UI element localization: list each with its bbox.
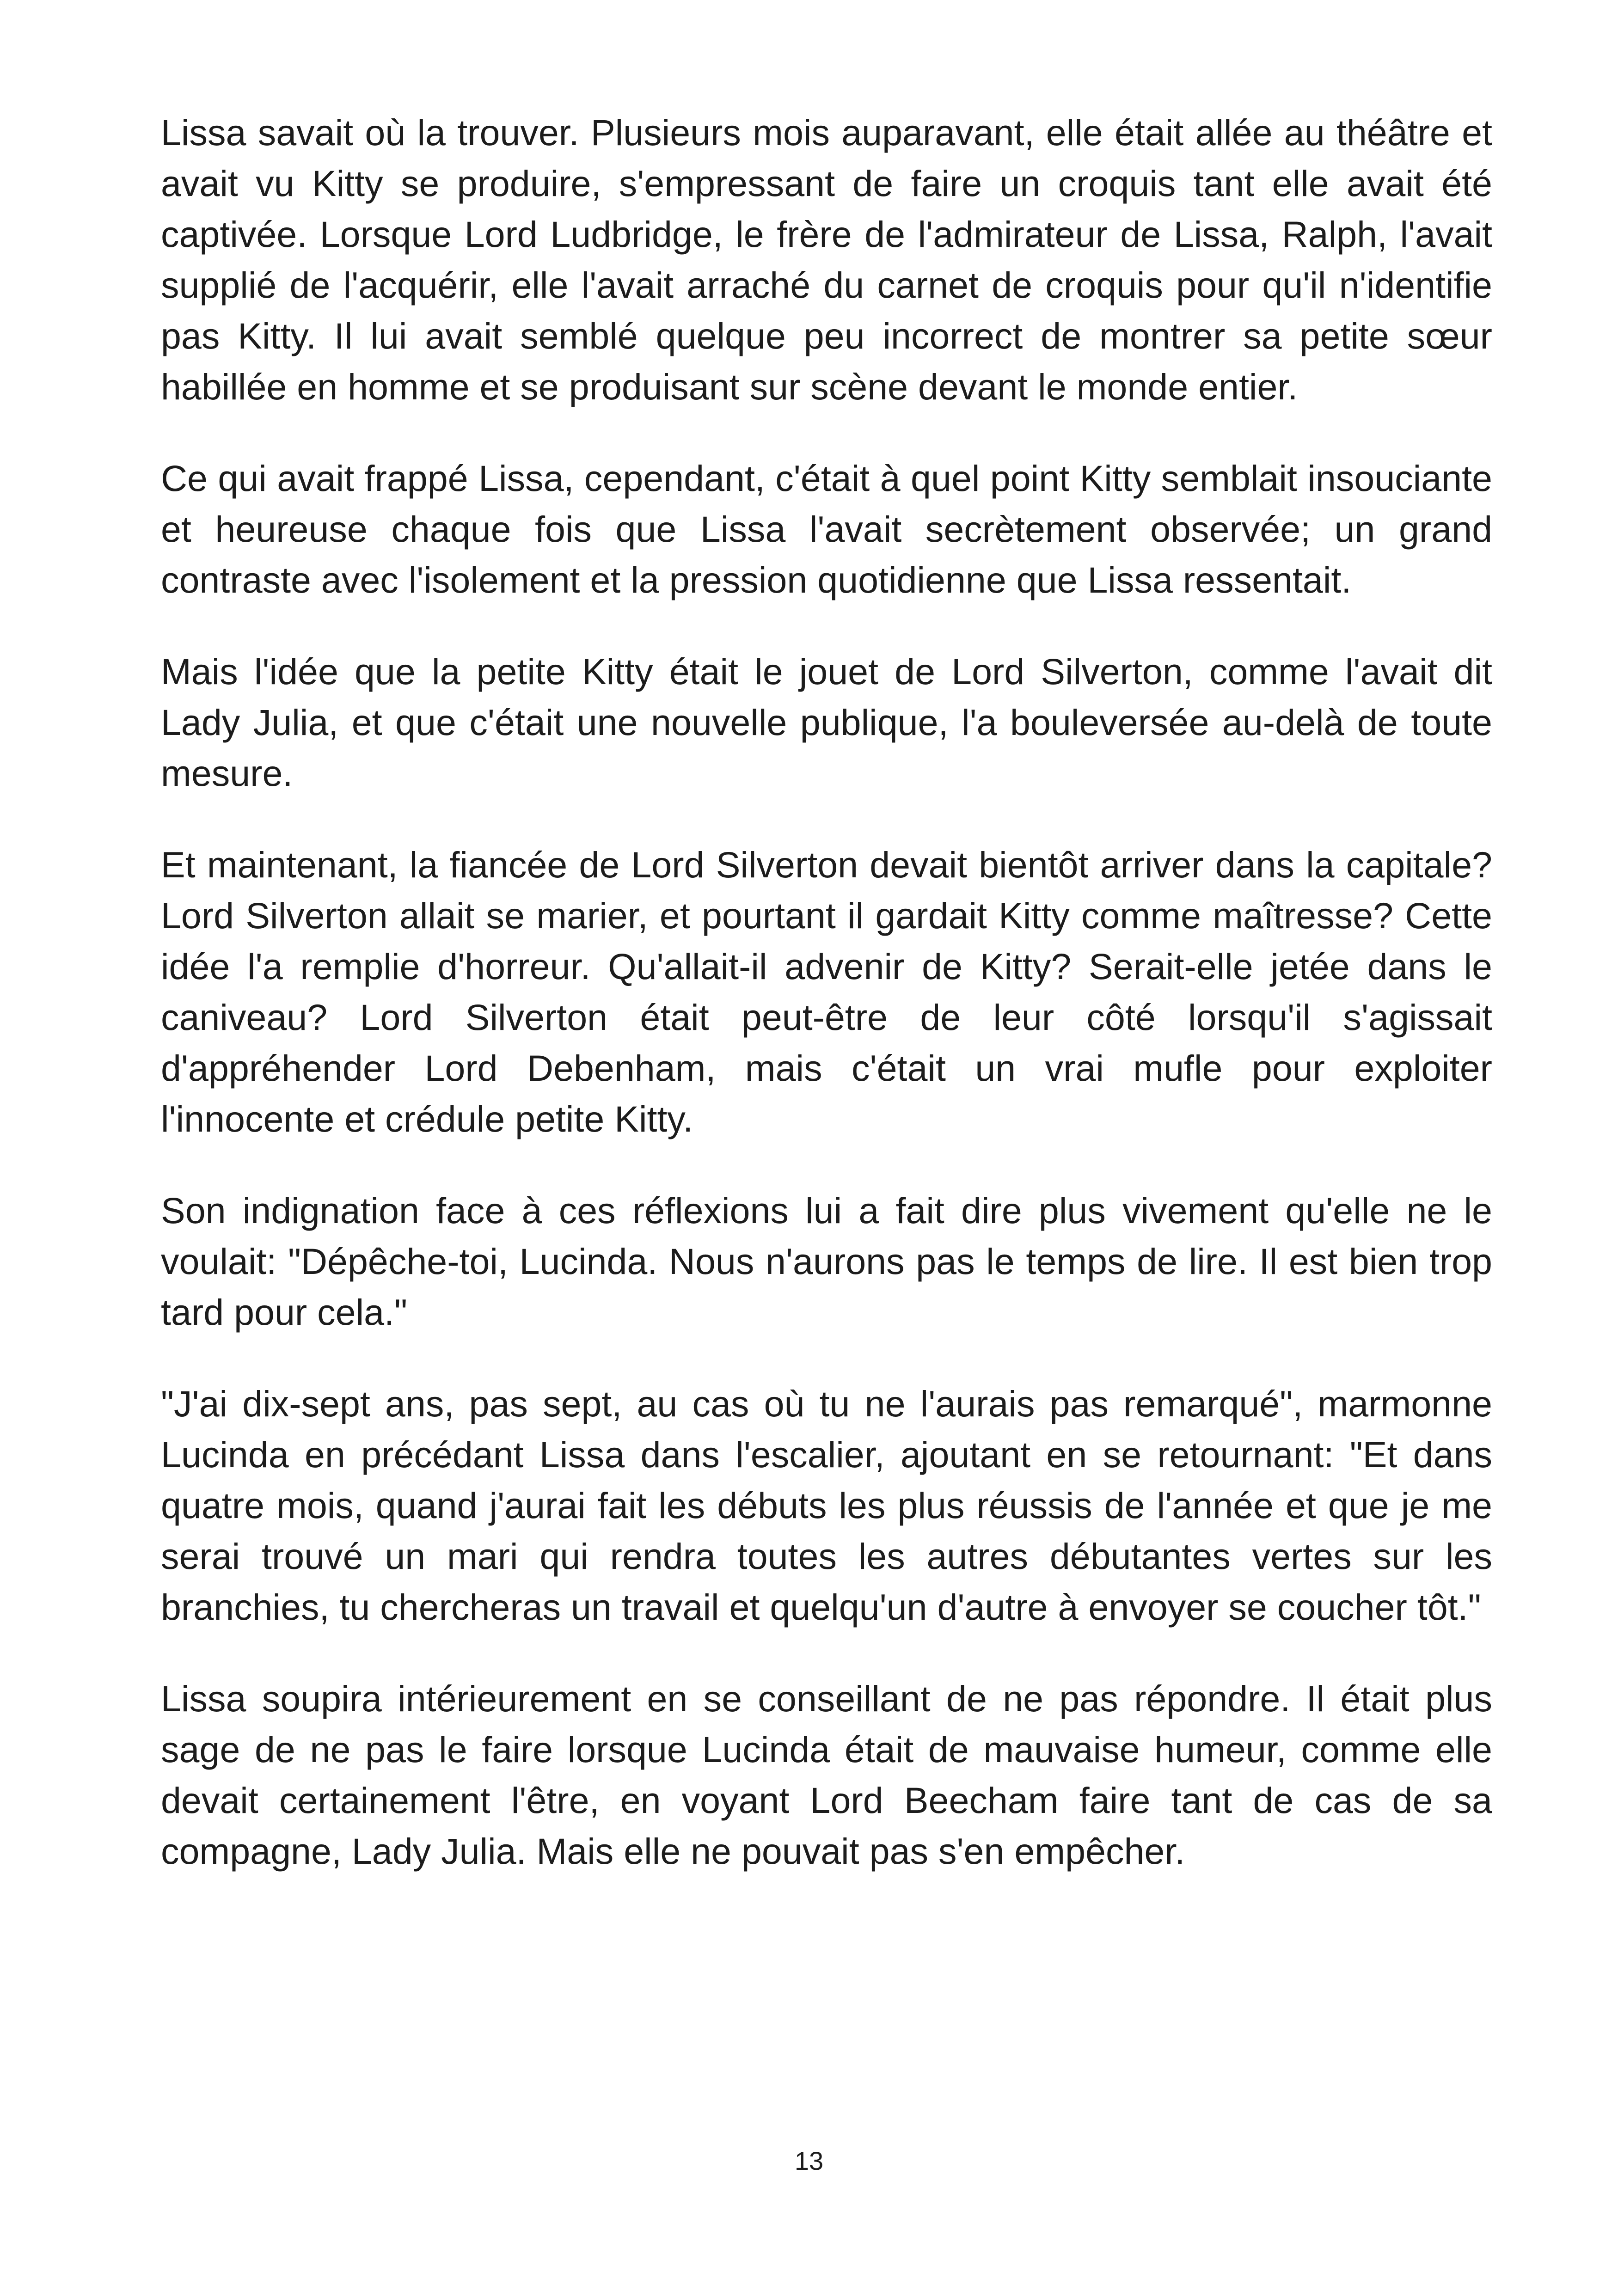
body-text xyxy=(161,107,1492,1917)
paragraph-3: Mais l'idée que la petite Kitty était le jouet de Lord Silverton, comme l'avait dit Lady Julia, et que c'était une nouvelle publique, l'a bouleversée au-delà de toute mesure. xyxy=(161,651,1492,794)
paragraph-6: "J'ai dix-sept ans, pas sept, au cas où tu ne l'aurais pas remarqué", marmonne Lucinda en précédant Lissa dans l'escalier, ajoutant en se retournant: "Et dans quatre mois, quand j'aurai fait les débuts les plus réussis de l'année et que je me serai trouvé un mari qui rendra toutes les autres débutantes vertes sur les branchies, tu chercheras un travail et quelqu'un d'autre à envoyer se coucher tôt." xyxy=(161,1383,1492,1628)
page-number: 13 xyxy=(794,2146,824,2175)
paragraph-5: Son indignation face à ces réflexions lui a fait dire plus vivement qu'elle ne le voulait: "Dépêche-toi, Lucinda. Nous n'aurons pas le temps de lire. Il est bien trop tard pour cela." xyxy=(161,1190,1492,1333)
paragraph-1: Lissa savait où la trouver. Plusieurs mois auparavant, elle était allée au théâtre et avait vu Kitty se produire, s'empressant de faire un croquis tant elle avait été captivée. Lorsque Lord Ludbridge, le frère de l'admirateur de Lissa, Ralph, l'avait supplié de l'acquérir, elle l'avait arraché du carnet de croquis pour qu'il n'identifie pas Kitty. Il lui avait semblé quelque peu incorrect de montrer sa petite sœur habillée en homme et se produisant sur scène devant le monde entier. xyxy=(161,112,1492,407)
paragraph-2: Ce qui avait frappé Lissa, cependant, c'était à quel point Kitty semblait insouciante et heureuse chaque fois que Lissa l'avait secrètement observée; un grand contraste avec l'isolement et la pression quotidienne que Lissa ressentait. xyxy=(161,458,1492,600)
paragraph-4: Et maintenant, la fiancée de Lord Silverton devait bientôt arriver dans la capitale? Lord Silverton allait se marier, et pourtant il gardait Kitty comme maîtresse? Cette idée l'a remplie d'horreur. Qu'allait-il advenir de Kitty? Serait-elle jetée dans le caniveau? Lord Silverton était peut-être de leur côté lorsqu'il s'agissait d'appréhender Lord Debenham, mais c'était un vrai mufle pour exploiter l'innocente et crédule petite Kitty. xyxy=(161,844,1492,1139)
paragraph-7: Lissa soupira intérieurement en se conseillant de ne pas répondre. Il était plus sage de ne pas le faire lorsque Lucinda était de mauvaise humeur, comme elle devait certainement l'être, en voyant Lord Beecham faire tant de cas de sa compagne, Lady Julia. Mais elle ne pouvait pas s'en empêcher. xyxy=(161,1678,1492,1872)
